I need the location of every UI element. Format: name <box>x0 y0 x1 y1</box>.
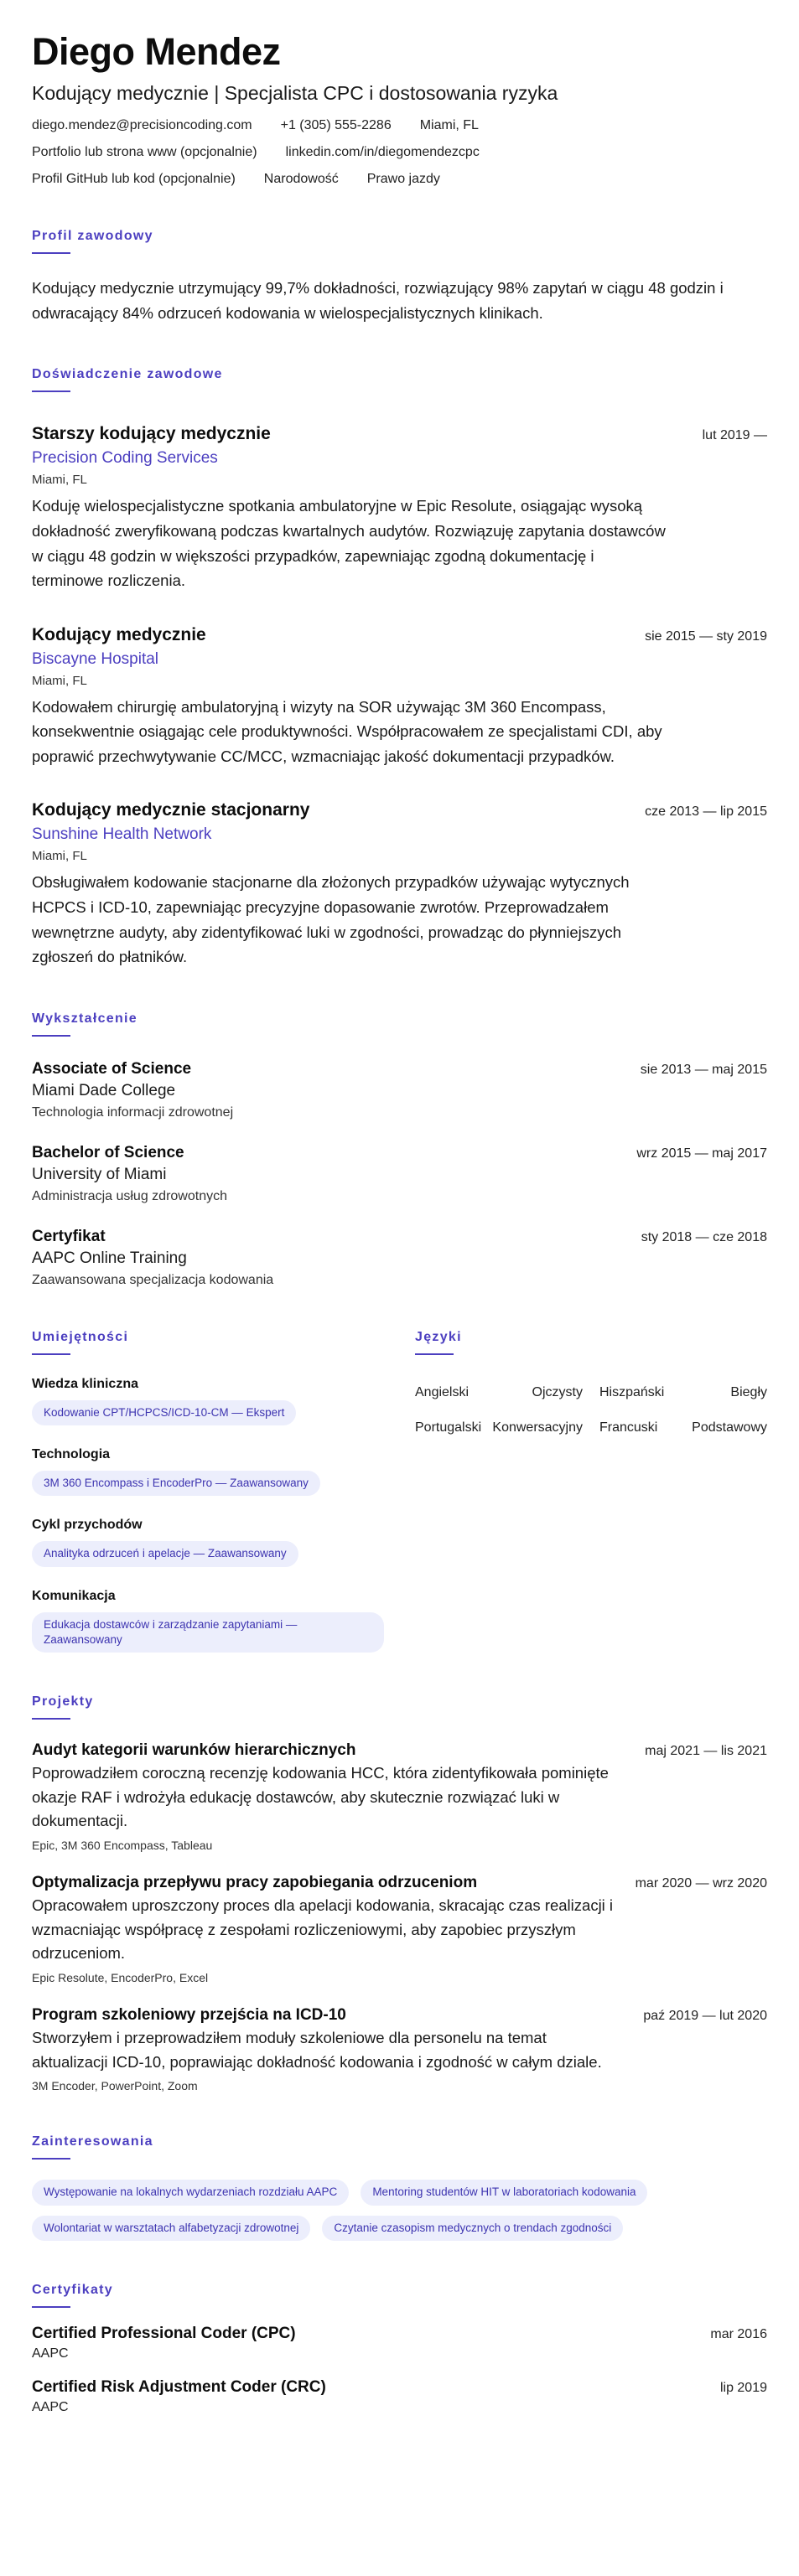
certification-issuer: AAPC <box>32 2346 69 2361</box>
degree-name: Associate of Science <box>32 1059 192 1078</box>
certification-entry <box>32 2378 767 2415</box>
skill-category: Wiedza kliniczna <box>32 1376 138 1391</box>
section-divider <box>32 1353 70 1355</box>
job-title: Kodujący medycznie <box>32 624 206 644</box>
job-dates: sie 2015 — sty 2019 <box>645 628 767 644</box>
candidate-name: Diego Mendez <box>32 30 281 73</box>
language-level: Podstawowy <box>692 1420 767 1435</box>
project-tools: Epic Resolute, EncoderPro, Excel <box>32 1970 209 1984</box>
project-entry <box>32 2006 767 2092</box>
project-title: Program szkoleniowy przejścia na ICD-10 <box>32 2005 346 2024</box>
project-title: Audyt kategorii warunków hierarchicznych <box>32 1741 356 1759</box>
section-title: Doświadczenie zawodowe <box>32 367 223 382</box>
project-description: Stworzyłem i przeprowadziłem moduły szkoleniowe dla personelu na temat aktualizacji ICD-10, poprawiając dokładność kodowania i zgodność w całym dziale. <box>32 2028 602 2071</box>
section-title: Umiejętności <box>32 1329 129 1344</box>
education-dates: wrz 2015 — maj 2017 <box>636 1146 767 1161</box>
certification-name: Certified Professional Coder (CPC) <box>32 2324 296 2342</box>
language-level: Ojczysty <box>532 1384 583 1399</box>
section-title: Wykształcenie <box>32 1011 137 1026</box>
interest-tag: Występowanie na lokalnych wydarzeniach rozdziału AAPC <box>32 2180 349 2205</box>
project-tools: Epic, 3M 360 Encompass, Tableau <box>32 1838 213 1852</box>
language-name: Hiszpański <box>599 1384 665 1399</box>
education-entry <box>32 1060 767 1120</box>
section-title: Języki <box>415 1329 462 1344</box>
job-entry <box>32 800 767 969</box>
degree-name: Certyfikat <box>32 1227 106 1245</box>
project-description: Opracowałem uproszczony proces dla apelacji kodowania, skracając czas realizacji i wzmacniając współpracę z zespołami rozliczeniowymi, aby zapobiec przyszłym odrzuceniom. <box>32 1896 614 1963</box>
contact-row-links <box>32 145 767 160</box>
section-title: Certyfikaty <box>32 2282 114 2297</box>
section-divider <box>415 1353 454 1355</box>
summary-text: Kodujący medycznie utrzymujący 99,7% dokładności, rozwiązujący 98% zapytań w ciągu 48 godzin i odwracający 84% odrzuceń kodowania w wielospecjalistycznych klinikach. <box>32 279 724 322</box>
language-level: Biegły <box>730 1384 767 1399</box>
job-entry <box>32 625 767 769</box>
skill-group <box>32 1447 384 1496</box>
license-text: Prawo jazdy <box>366 172 440 187</box>
section-title: Zainteresowania <box>32 2134 153 2149</box>
language-item <box>599 1420 767 1435</box>
phone-number[interactable]: +1 (305) 555-2286 <box>280 118 392 133</box>
interests-section <box>32 2134 767 2240</box>
skill-tag: Kodowanie CPT/HCPCS/ICD-10-CM — Ekspert <box>32 1400 296 1425</box>
education-entry <box>32 1144 767 1204</box>
skill-tag: 3M 360 Encompass i EncoderPro — Zaawansowany <box>32 1471 320 1496</box>
candidate-headline: Kodujący medycznie | Specjalista CPC i dostosowania ryzyka <box>32 82 558 105</box>
project-entry <box>32 1874 767 1984</box>
school-name: Miami Dade College <box>32 1081 176 1099</box>
certification-date: lip 2019 <box>719 2380 767 2395</box>
education-dates: sie 2013 — maj 2015 <box>640 1062 767 1077</box>
school-name: AAPC Online Training <box>32 1249 187 1267</box>
section-divider <box>32 2306 70 2308</box>
language-level: Konwersacyjny <box>492 1420 583 1435</box>
location-text: Miami, FL <box>419 118 479 133</box>
skills-section <box>32 1330 384 1653</box>
job-title: Kodujący medycznie stacjonarny <box>32 800 310 820</box>
field-of-study: Zaawansowana specjalizacja kodowania <box>32 1272 274 1287</box>
section-divider <box>32 391 70 392</box>
languages-list <box>415 1385 767 1435</box>
nationality-text: Narodowość <box>263 172 339 187</box>
education-entry <box>32 1228 767 1288</box>
section-title: Projekty <box>32 1694 94 1709</box>
skills-languages-row <box>32 1330 767 1653</box>
language-name: Francuski <box>599 1420 658 1435</box>
email-link[interactable]: diego.mendez@precisioncoding.com <box>32 118 252 133</box>
job-dates: lut 2019 — <box>702 428 767 443</box>
education-dates: sty 2018 — cze 2018 <box>641 1229 767 1244</box>
language-item <box>415 1385 583 1400</box>
section-title: Profil zawodowy <box>32 229 153 244</box>
project-dates: paź 2019 — lut 2020 <box>643 2008 767 2023</box>
language-name: Angielski <box>415 1384 470 1399</box>
skill-category: Cykl przychodów <box>32 1518 143 1533</box>
project-entry <box>32 1741 767 1852</box>
project-description: Poprowadziłem coroczną recenzję kodowania HCC, która zidentyfikowała pominięte okazje RAF i wdrożyła edukację dostawców, aby skutecznie rozwiązać luki w dokumentacji. <box>32 1763 609 1830</box>
skill-category: Komunikacja <box>32 1588 116 1603</box>
linkedin-link[interactable]: linkedin.com/in/diegomendezcpc <box>285 145 480 160</box>
interest-tag: Mentoring studentów HIT w laboratoriach kodowania <box>361 2180 647 2205</box>
skill-tag: Analityka odrzuceń i apelacje — Zaawansowany <box>32 1541 298 1566</box>
project-tools: 3M Encoder, PowerPoint, Zoom <box>32 2079 198 2093</box>
summary-section <box>32 229 767 325</box>
company-name: Precision Coding Services <box>32 449 218 468</box>
contact-row-primary <box>32 118 767 133</box>
languages-section <box>415 1330 767 1653</box>
education-section <box>32 1011 767 1288</box>
projects-section <box>32 1694 767 2092</box>
job-location: Miami, FL <box>32 473 87 488</box>
interest-tag: Wolontariat w warsztatach alfabetyzacji zdrowotnej <box>32 2216 310 2241</box>
job-entry <box>32 424 767 592</box>
language-name: Portugalski <box>415 1420 482 1435</box>
job-description: Obsługiwałem kodowanie stacjonarne dla złożonych przypadków używając wytycznych HCPCS i ICD-10, zapewniając precyzyjne dopasowanie zwrotów. Przeprowadzałem wewnętrzne audyty, aby zidentyfikować luki w zgodności, prowadząc do płynniejszych zgłoszeń do płatników. <box>32 873 630 966</box>
resume-header <box>32 32 767 187</box>
job-location: Miami, FL <box>32 849 87 864</box>
job-location: Miami, FL <box>32 673 87 688</box>
language-item <box>415 1420 583 1435</box>
section-divider <box>32 252 70 254</box>
field-of-study: Administracja usług zdrowotnych <box>32 1188 227 1203</box>
contact-row-extra <box>32 172 767 187</box>
skill-group <box>32 1377 384 1425</box>
skill-group <box>32 1518 384 1566</box>
language-item <box>599 1385 767 1400</box>
portfolio-link[interactable]: Portfolio lub strona www (opcjonalnie) <box>32 145 257 160</box>
project-title: Optymalizacja przepływu pracy zapobiegania odrzuceniom <box>32 1873 478 1891</box>
section-divider <box>32 1035 70 1037</box>
degree-name: Bachelor of Science <box>32 1143 184 1161</box>
skill-category: Technologia <box>32 1447 111 1462</box>
school-name: University of Miami <box>32 1165 167 1183</box>
project-dates: mar 2020 — wrz 2020 <box>635 1875 767 1891</box>
field-of-study: Technologia informacji zdrowotnej <box>32 1104 234 1120</box>
certification-date: mar 2016 <box>710 2326 767 2341</box>
section-divider <box>32 2158 70 2160</box>
experience-section <box>32 367 767 970</box>
job-title: Starszy kodujący medycznie <box>32 424 271 444</box>
interests-list <box>32 2180 767 2240</box>
company-name: Biscayne Hospital <box>32 649 159 668</box>
skill-tag: Edukacja dostawców i zarządzanie zapytaniami — Zaawansowany <box>32 1612 384 1653</box>
certification-name: Certified Risk Adjustment Coder (CRC) <box>32 2377 326 2396</box>
certification-entry <box>32 2325 767 2361</box>
job-dates: cze 2013 — lip 2015 <box>645 804 767 820</box>
github-link[interactable]: Profil GitHub lub kod (opcjonalnie) <box>32 172 236 187</box>
company-name: Sunshine Health Network <box>32 825 212 844</box>
section-divider <box>32 1718 70 1720</box>
job-description: Kodowałem chirurgię ambulatoryjną i wizyty na SOR używając 3M 360 Encompass, konsekwentnie osiągając cele produktywności. Współpracowałem ze specjalistami CDI, aby poprawić przechwytywanie CC/MCC, wzmacniając jakość dokumentacji przypadków. <box>32 697 662 765</box>
interest-tag: Czytanie czasopism medycznych o trendach zgodności <box>322 2216 623 2241</box>
certification-issuer: AAPC <box>32 2399 69 2414</box>
certifications-section <box>32 2283 767 2415</box>
skill-group <box>32 1589 384 1653</box>
project-dates: maj 2021 — lis 2021 <box>645 1743 767 1758</box>
job-description: Koduję wielospecjalistyczne spotkania ambulatoryjne w Epic Resolute, osiągając wysoką dokładność zweryfikowaną podczas kwartalnych audytów. Rozwiązuję zapytania dostawców w ciągu 48 godzin w większości przypadków, zapewniając zgodną dokumentację i terminowe rozliczenia. <box>32 497 666 590</box>
